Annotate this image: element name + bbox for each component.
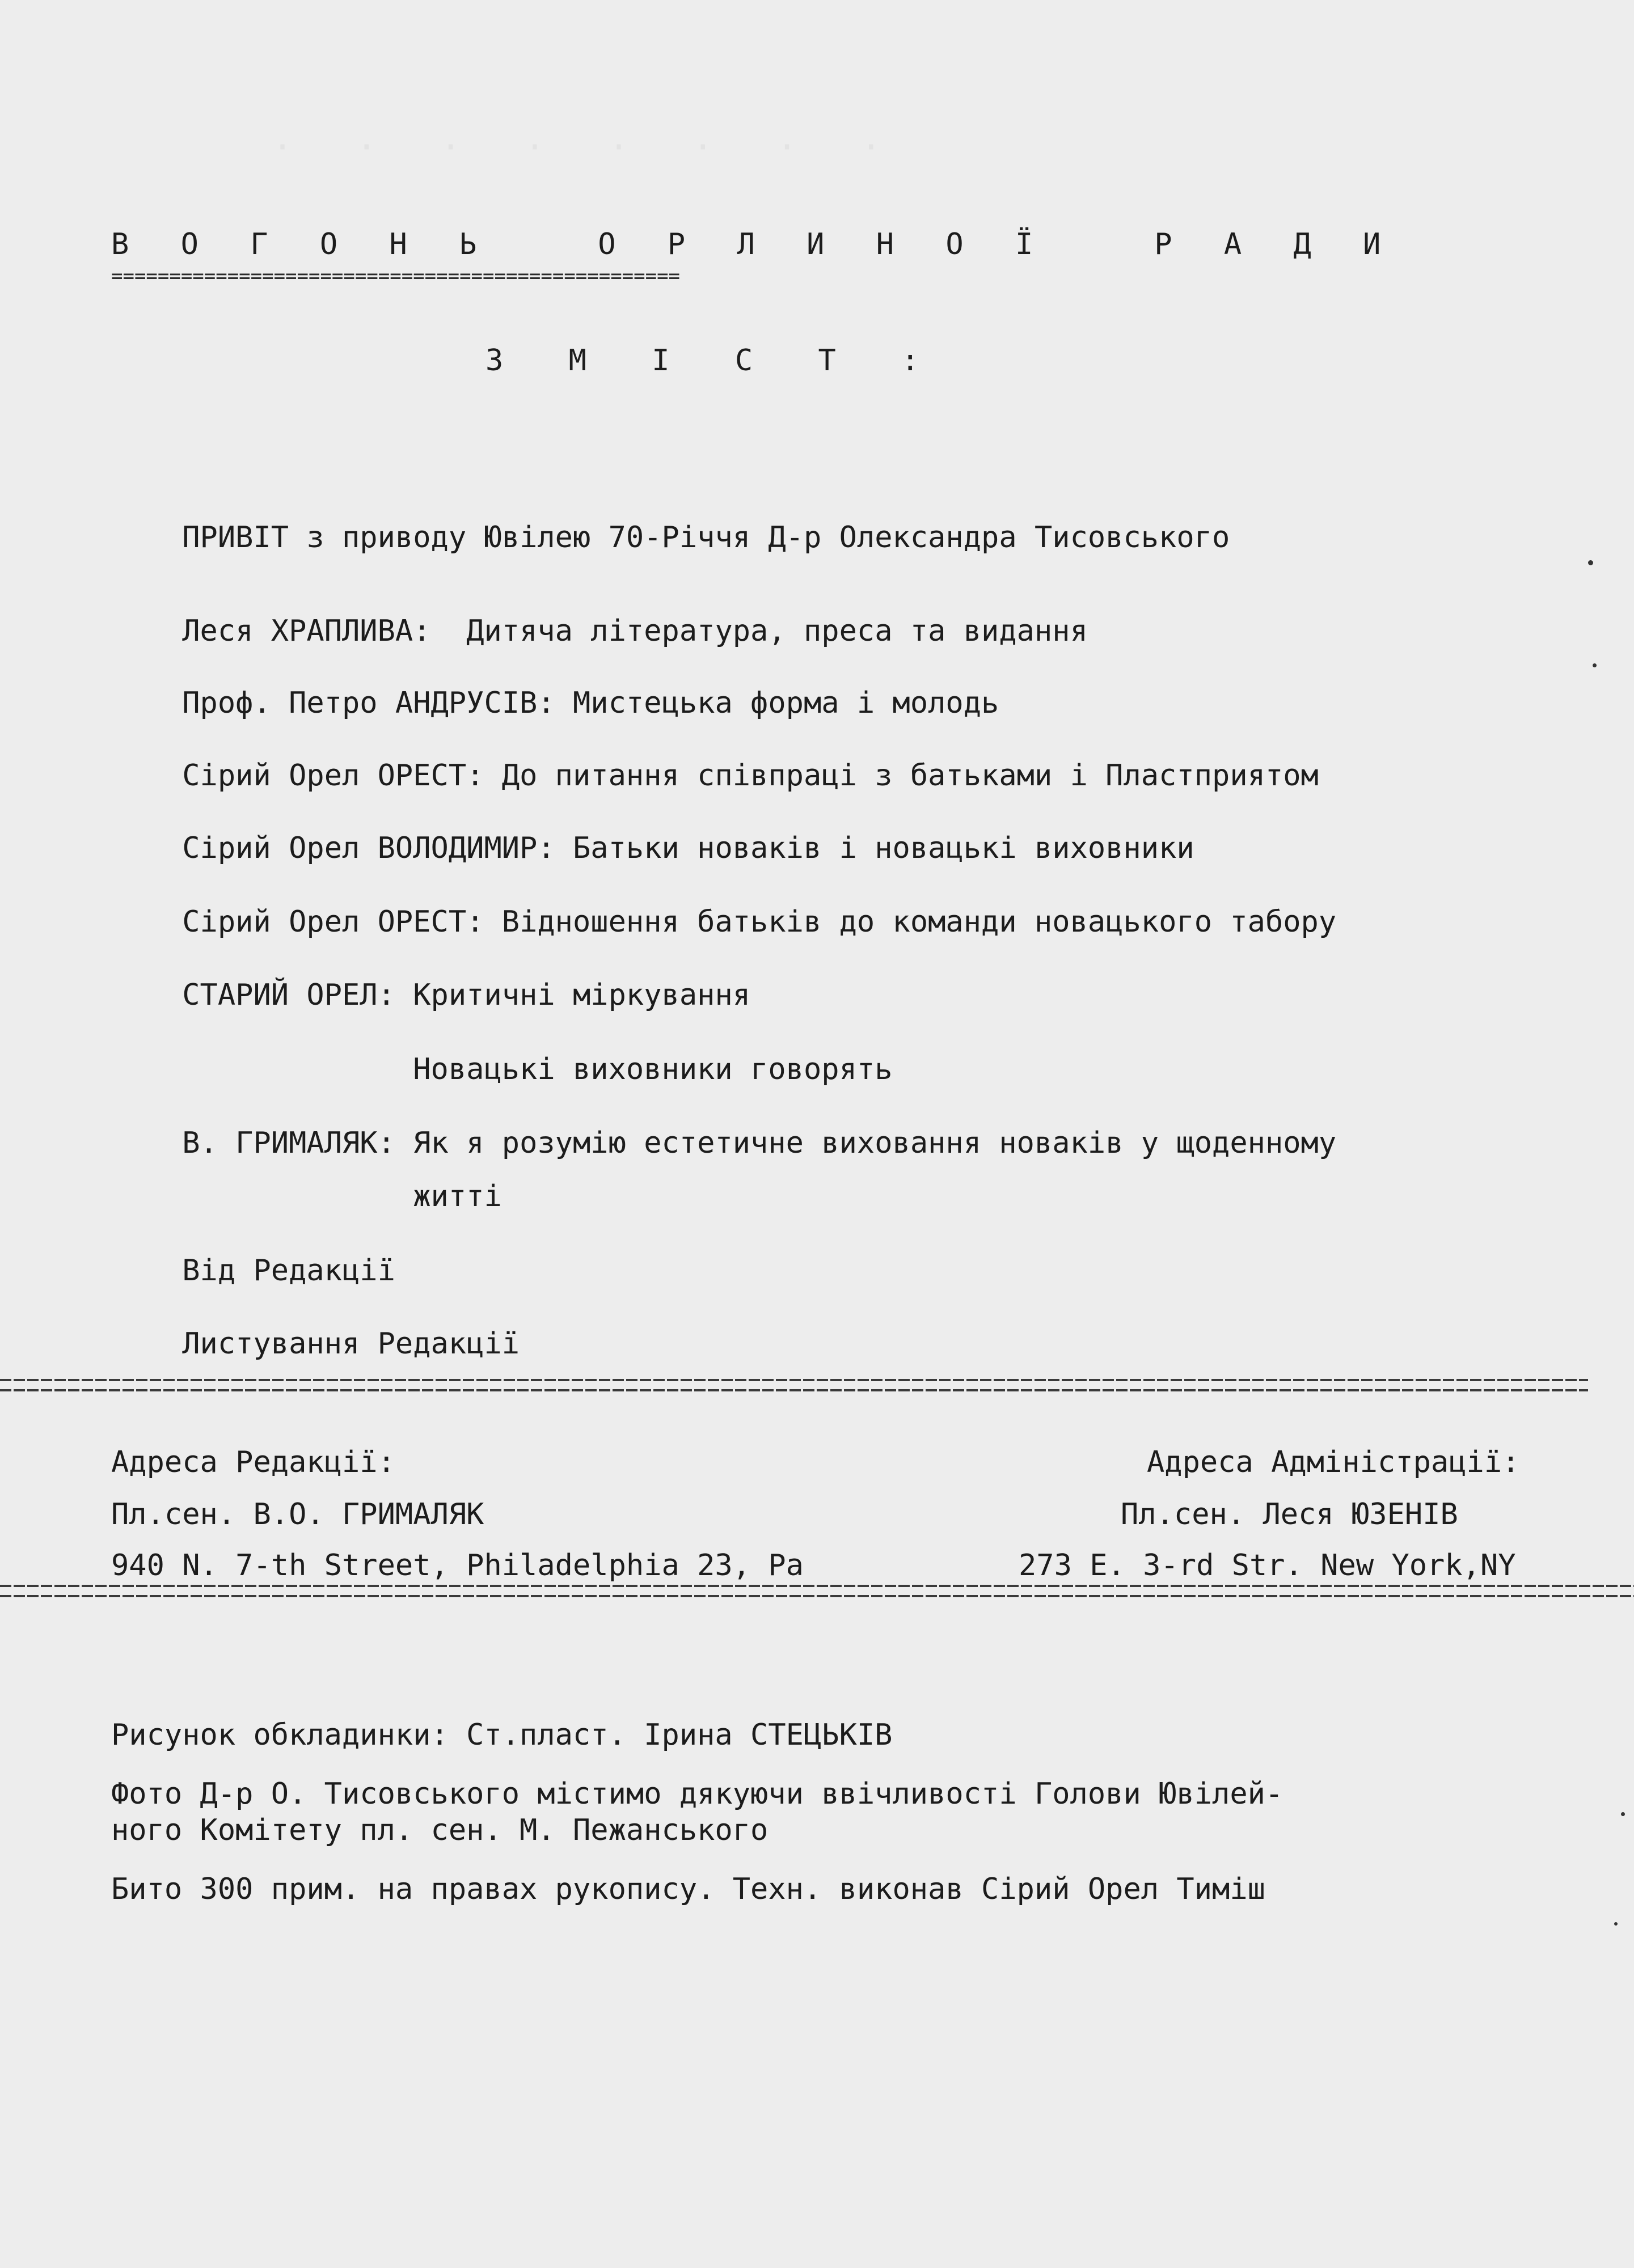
toc-author: ПРИВІТ: [182, 521, 289, 555]
admin-address-street: 273 E. 3-rd Str. New York,NY: [1019, 1548, 1516, 1582]
toc-title: Від Редакції: [182, 1254, 395, 1288]
double-rule-divider: [0, 1379, 1588, 1391]
toc-author: Леся ХРАПЛИВА:: [182, 614, 431, 648]
toc-author: СТАРИЙ ОРЕЛ:: [182, 978, 395, 1012]
toc-title: Критичні міркування: [395, 978, 751, 1012]
toc-title: Відношення батьків до команди новацького табору: [484, 905, 1337, 939]
toc-author: Сірий Орел ОРЕСТ:: [182, 759, 484, 793]
print-credit: Бито 300 прим. на правах рукопису. Техн. виконав Сірий Орел Тиміш: [111, 1872, 1265, 1906]
scan-speck: [1588, 560, 1593, 565]
editorial-address-name: Пл.сен. В.О. ГРИМАЛЯК: [111, 1497, 484, 1531]
scan-speck: [1593, 663, 1597, 667]
scan-speck: [1614, 1922, 1618, 1926]
toc-author: В. ГРИМАЛЯК:: [182, 1126, 395, 1160]
contents-heading: З М І С Т :: [485, 344, 943, 378]
toc-title: Як я розумію естетичне виховання новаків у щоденному: [395, 1126, 1337, 1160]
toc-title: Дитяча література, преса та видання: [430, 614, 1088, 648]
editorial-address-street: 940 N. 7-th Street, Philadelphia 23, Pa: [111, 1548, 804, 1582]
show-through-text: · · · · · · · ·: [272, 128, 903, 167]
toc-author: Сірий Орел ОРЕСТ:: [182, 905, 484, 939]
toc-author: Сірий Орел ВОЛОДИМИР:: [182, 831, 555, 865]
toc-entry: [111, 1300, 520, 1388]
toc-title: Листування Редакції: [182, 1327, 520, 1361]
cover-credit: Рисунок обкладинки: Ст.пласт. Ірина СТЕЦЬКІВ: [111, 1718, 893, 1752]
toc-entry: [111, 493, 1230, 582]
document-title: В О Г О Н Ь О Р Л И Н О Ї Р А Д И: [111, 227, 1398, 261]
admin-address-label: Адреса Адміністрації:: [1147, 1445, 1520, 1479]
toc-author: Проф. Петро АНДРУСІВ:: [182, 686, 555, 720]
photo-credit-line1: Фото Д-р О. Тисовського містимо дякуючи ввічливості Голови Ювілей-: [111, 1777, 1283, 1811]
editorial-address-label: Адреса Редакції:: [111, 1445, 395, 1479]
admin-address-name: Пл.сен. Леся ЮЗЕНІВ: [1121, 1497, 1458, 1531]
toc-title: Батьки новаків і новацькі виховники: [555, 831, 1194, 865]
toc-title: До питання співпраці з батьками і Пластприятом: [484, 759, 1319, 793]
title-underline: =================================================: [111, 266, 681, 281]
scan-speck: [1621, 1812, 1625, 1816]
toc-title: Мистецька форма і молодь: [555, 686, 999, 720]
toc-title: житті: [182, 1179, 502, 1213]
photo-credit-line2: ного Комітету пл. сен. М. Пежанського: [111, 1813, 769, 1847]
toc-title: Новацькі виховники говорять: [182, 1052, 893, 1086]
toc-title: з приводу Ювілею 70-Річчя Д-р Олександра Тисовського: [289, 521, 1230, 555]
double-rule-divider: [0, 1585, 1634, 1597]
